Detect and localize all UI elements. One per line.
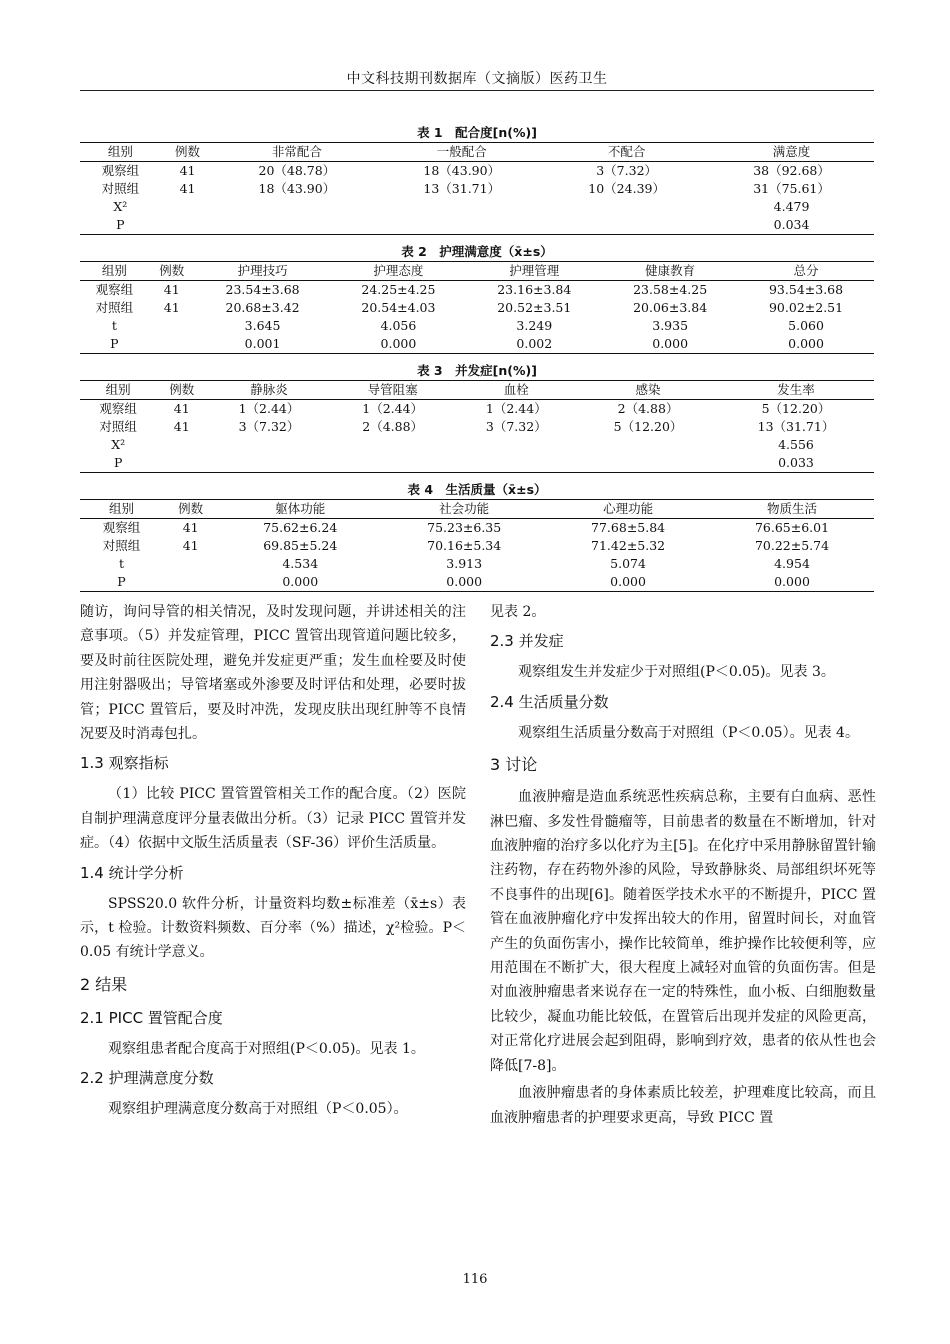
table-row	[80, 573, 874, 592]
table-cell: P	[116, 217, 125, 232]
column-header: 例数	[156, 381, 207, 400]
journal-title: 中文科技期刊数据库（文摘版）医药卫生	[346, 71, 608, 87]
table-cell: 3.249	[516, 318, 553, 333]
table-cell	[149, 335, 195, 354]
table-cell: 41	[179, 181, 196, 196]
table-cell	[544, 216, 709, 235]
table-cell: 20.54±4.03	[361, 300, 436, 315]
column-header: 非常配合	[214, 143, 379, 162]
table-cell	[161, 216, 215, 235]
table-cell: 0.000	[652, 336, 689, 351]
table-cell: P	[117, 574, 126, 589]
table-cell: 1（2.44）	[362, 401, 424, 416]
table-row	[80, 317, 874, 335]
table-cell: 0.000	[788, 336, 824, 351]
table-cell: 41	[179, 163, 196, 178]
table-cell: 对照组	[101, 181, 140, 196]
table-cell: 0.000	[380, 336, 417, 351]
table-cell: 13（31.71）	[423, 181, 501, 196]
table-cell	[454, 454, 578, 473]
table-4	[80, 499, 874, 592]
table-cell: 3.645	[244, 318, 281, 333]
table-row	[80, 180, 874, 198]
table-row	[80, 555, 874, 573]
right-column	[490, 600, 876, 1133]
paragraph-2-1: 观察组患者配合度高于对照组(P＜0.05)。见表 1。	[108, 1040, 425, 1057]
column-header: 不配合	[544, 143, 709, 162]
paragraph-3-2: 血液肿瘤患者的身体素质比较差，护理难度比较高，而且血液肿瘤患者的护理要求更高，导致 PICC 置	[490, 1085, 876, 1126]
table-cell: X²	[111, 437, 126, 452]
table-cell: P	[113, 455, 123, 470]
table-4-caption: 表 4 生活质量（x̄±s）	[407, 482, 547, 497]
table-row	[80, 436, 874, 454]
table-row	[80, 216, 874, 235]
table-cell	[331, 436, 455, 454]
column-header: 护理技巧	[195, 262, 331, 281]
table-cell: 76.65±6.01	[754, 520, 830, 535]
table-cell: 71.42±5.32	[591, 538, 666, 553]
table-cell: 20.68±3.42	[225, 300, 300, 315]
table-cell: 对照组	[95, 300, 134, 315]
table-cell	[379, 216, 544, 235]
column-header: 组别	[80, 500, 163, 519]
table-cell: 0.000	[446, 574, 483, 589]
header-rule	[80, 90, 874, 91]
table-cell: 13（31.71）	[757, 419, 835, 434]
column-header: 躯体功能	[218, 500, 382, 519]
table-cell: 38（92.68）	[753, 163, 830, 178]
table-cell: 5.074	[610, 556, 646, 571]
table-cell	[454, 436, 578, 454]
paragraph-continued: 见表 2。	[490, 604, 546, 620]
paragraph-followup: 随访，询问导管的相关情况，及时发现问题，并讲述相关的注意事项。（5）并发症管理，PICC 置管出现管道问题比较多，要及时前往医院处理，避免并发症更严重；发生血栓要及时使用注射器吸出；导管堵塞或外渗要及时评估和处理，必要时拔管；PICC 置管后，要及时冲洗，发现皮肤出现红肿等不良情况要及时消毒包扎。	[80, 604, 466, 743]
table-cell	[214, 216, 379, 235]
column-header: 社会功能	[382, 500, 546, 519]
heading-2-4: 2.4 生活质量分数	[490, 692, 609, 711]
table-cell: 1（2.44）	[238, 401, 300, 416]
paragraph-3-1: 血液肿瘤是造血系统恶性疾病总称，主要有白血病、恶性淋巴瘤、多发性骨髓瘤等，目前患者的数量在不断增加，针对血液肿瘤的治疗多以化疗为主[5]。在化疗中采用静脉留置针输注药物，存在药物外渗的风险，导致静脉炎、局部组织坏死等不良事件的出现[6]。随着医学技术水平的不断提升，PICC 置管在血液肿瘤化疗中发挥出较大的作用，留置时间长，对血管产生的负面伤害小，操作比较简单，维护操作比较便利等，应用范围在不断扩大，很大程度上减轻对血管的负面伤害。但是对血液肿瘤患者来说存在一定的特殊性，血小板、白细胞数量比较少，凝血功能比较低，在置管后出现并发症的风险更高，对正常化疗进展会起到阻碍，影响到疗效，患者的依从性也会降低[7-8]。	[490, 789, 876, 1074]
table-cell: 3（7.32）	[238, 419, 300, 434]
table-cell: 90.02±2.51	[768, 300, 844, 315]
column-header: 心理功能	[546, 500, 710, 519]
table-cell: 4.056	[380, 318, 417, 333]
table-row	[80, 335, 874, 354]
table-cell: 0.000	[774, 574, 810, 589]
column-header: 静脉炎	[207, 381, 331, 400]
table-cell: 0.002	[516, 336, 553, 351]
table-cell: 69.85±5.24	[263, 538, 338, 553]
table-cell: 70.16±5.34	[427, 538, 502, 553]
column-header: 一般配合	[379, 143, 544, 162]
tables-block	[80, 124, 874, 600]
column-header: 例数	[161, 143, 215, 162]
table-1	[80, 142, 874, 235]
table-cell	[156, 436, 207, 454]
table-cell: 20.52±3.51	[497, 300, 572, 315]
table-cell: 77.68±5.84	[591, 520, 666, 535]
table-header-row	[80, 143, 874, 162]
column-header: 例数	[163, 500, 218, 519]
table-2-caption: 表 2 护理满意度（x̄±s）	[401, 244, 553, 259]
page-number: 116	[462, 1272, 488, 1287]
table-row	[80, 454, 874, 473]
heading-3: 3 讨论	[490, 755, 538, 775]
table-cell: 2（4.88）	[617, 401, 679, 416]
table-cell: X²	[113, 199, 128, 214]
column-header: 护理管理	[466, 262, 602, 281]
table-cell: 3（7.32）	[596, 163, 658, 178]
table-cell	[578, 436, 718, 454]
table-cell: 0.001	[244, 336, 281, 351]
table-3	[80, 380, 874, 473]
table-cell	[207, 436, 331, 454]
table-cell: 10（24.39）	[588, 181, 665, 196]
column-header: 满意度	[709, 143, 874, 162]
table-cell: 观察组	[102, 520, 141, 535]
table-cell	[544, 198, 709, 216]
table-cell: 23.58±4.25	[633, 282, 708, 297]
column-header: 感染	[578, 381, 718, 400]
table-cell: 20（48.78）	[258, 163, 336, 178]
table-row	[80, 162, 874, 181]
table-cell: 1（2.44）	[485, 401, 547, 416]
heading-2-3: 2.3 并发症	[490, 632, 564, 651]
table-header-row	[80, 500, 874, 519]
column-header: 物质生活	[710, 500, 874, 519]
table-cell: 4.954	[774, 556, 810, 571]
table-cell: 41	[182, 538, 199, 553]
table-cell: 3.935	[652, 318, 689, 333]
column-header: 组别	[80, 381, 156, 400]
table-cell: 4.534	[282, 556, 319, 571]
table-cell: 4.479	[773, 199, 810, 214]
column-header: 健康教育	[602, 262, 738, 281]
table-cell: 3（7.32）	[485, 419, 547, 434]
table-row	[80, 519, 874, 538]
table-header-row	[80, 381, 874, 400]
paragraph-2-3: 观察组发生并发症少于对照组(P＜0.05)。见表 3。	[518, 664, 835, 681]
table-row	[80, 537, 874, 555]
table-cell: 0.000	[282, 574, 319, 589]
table-cell: 41	[163, 300, 180, 315]
table-1-caption: 表 1 配合度[n(%)]	[417, 125, 537, 140]
table-cell: 对照组	[99, 419, 137, 434]
table-row	[80, 198, 874, 216]
table-cell: t	[118, 556, 124, 571]
table-cell: 23.54±3.68	[225, 282, 300, 297]
left-column	[80, 600, 466, 1125]
table-cell: 2（4.88）	[362, 419, 424, 434]
heading-1-3: 1.3 观察指标	[80, 754, 169, 773]
table-cell: P	[110, 336, 119, 351]
table-cell: 3.913	[446, 556, 483, 571]
table-cell: 23.16±3.84	[497, 282, 572, 297]
column-header: 组别	[80, 143, 161, 162]
column-header: 组别	[80, 262, 149, 281]
table-cell: 0.000	[610, 574, 646, 589]
heading-2: 2 结果	[80, 974, 128, 994]
table-cell: 18（43.90）	[423, 163, 501, 178]
column-header: 例数	[149, 262, 195, 281]
table-cell: 41	[163, 282, 180, 297]
table-cell	[156, 454, 207, 473]
table-row	[80, 400, 874, 419]
table-cell	[331, 454, 455, 473]
table-cell: 70.22±5.74	[754, 538, 830, 553]
table-cell: 31（75.61）	[753, 181, 830, 196]
heading-2-1: 2.1 PICC 置管配合度	[80, 1008, 223, 1027]
table-cell: 5（12.20）	[761, 401, 831, 416]
table-cell: 观察组	[101, 163, 140, 178]
paragraph-1-4: SPSS20.0 软件分析，计量资料均数±标准差（x̄±s）表示，t 检验。计数资料频数、百分率（%）描述，χ²检验。P＜0.05 有统计学意义。	[80, 895, 466, 961]
table-header-row	[80, 262, 874, 281]
table-cell: 41	[173, 419, 190, 434]
table-cell: 93.54±3.68	[768, 282, 844, 297]
table-cell	[163, 573, 218, 592]
table-cell: 75.23±6.35	[427, 520, 502, 535]
table-cell: 对照组	[102, 538, 141, 553]
table-cell: 5.060	[788, 318, 824, 333]
column-header: 总分	[738, 262, 874, 281]
table-row	[80, 418, 874, 436]
table-cell: 5（12.20）	[613, 419, 683, 434]
table-cell	[149, 317, 195, 335]
table-cell: t	[111, 318, 117, 333]
heading-2-2: 2.2 护理满意度分数	[80, 1069, 214, 1088]
table-cell: 4.556	[778, 437, 814, 452]
paragraph-2-4: 观察组生活质量分数高于对照组（P＜0.05）。见表 4。	[518, 724, 859, 741]
column-header: 导管阻塞	[331, 381, 455, 400]
paragraph-2-2: 观察组护理满意度分数高于对照组（P＜0.05）。	[108, 1101, 408, 1118]
paragraph-1-3: （1）比较 PICC 置管置管相关工作的配合度。（2）医院自制护理满意度评分量表做出分析。（3）记录 PICC 置管并发症。（4）依据中文版生活质量表（SF-36）评价生活质量。	[80, 786, 466, 852]
column-header: 护理态度	[331, 262, 467, 281]
table-row	[80, 299, 874, 317]
table-2	[80, 261, 874, 354]
table-cell: 0.033	[778, 455, 814, 470]
table-cell	[379, 198, 544, 216]
table-cell: 0.034	[773, 217, 810, 232]
heading-1-4: 1.4 统计学分析	[80, 863, 184, 882]
table-cell: 观察组	[95, 282, 134, 297]
column-header: 发生率	[718, 381, 874, 400]
table-cell	[161, 198, 215, 216]
table-cell: 观察组	[99, 401, 137, 416]
table-row	[80, 281, 874, 300]
table-cell: 75.62±6.24	[263, 520, 338, 535]
table-cell	[207, 454, 331, 473]
table-cell	[163, 555, 218, 573]
table-cell: 41	[173, 401, 190, 416]
table-cell: 24.25±4.25	[361, 282, 436, 297]
table-cell: 20.06±3.84	[633, 300, 708, 315]
table-cell: 41	[182, 520, 199, 535]
column-header: 血栓	[454, 381, 578, 400]
table-cell	[578, 454, 718, 473]
table-3-caption: 表 3 并发症[n(%)]	[417, 363, 537, 378]
table-cell: 18（43.90）	[258, 181, 336, 196]
table-cell	[214, 198, 379, 216]
